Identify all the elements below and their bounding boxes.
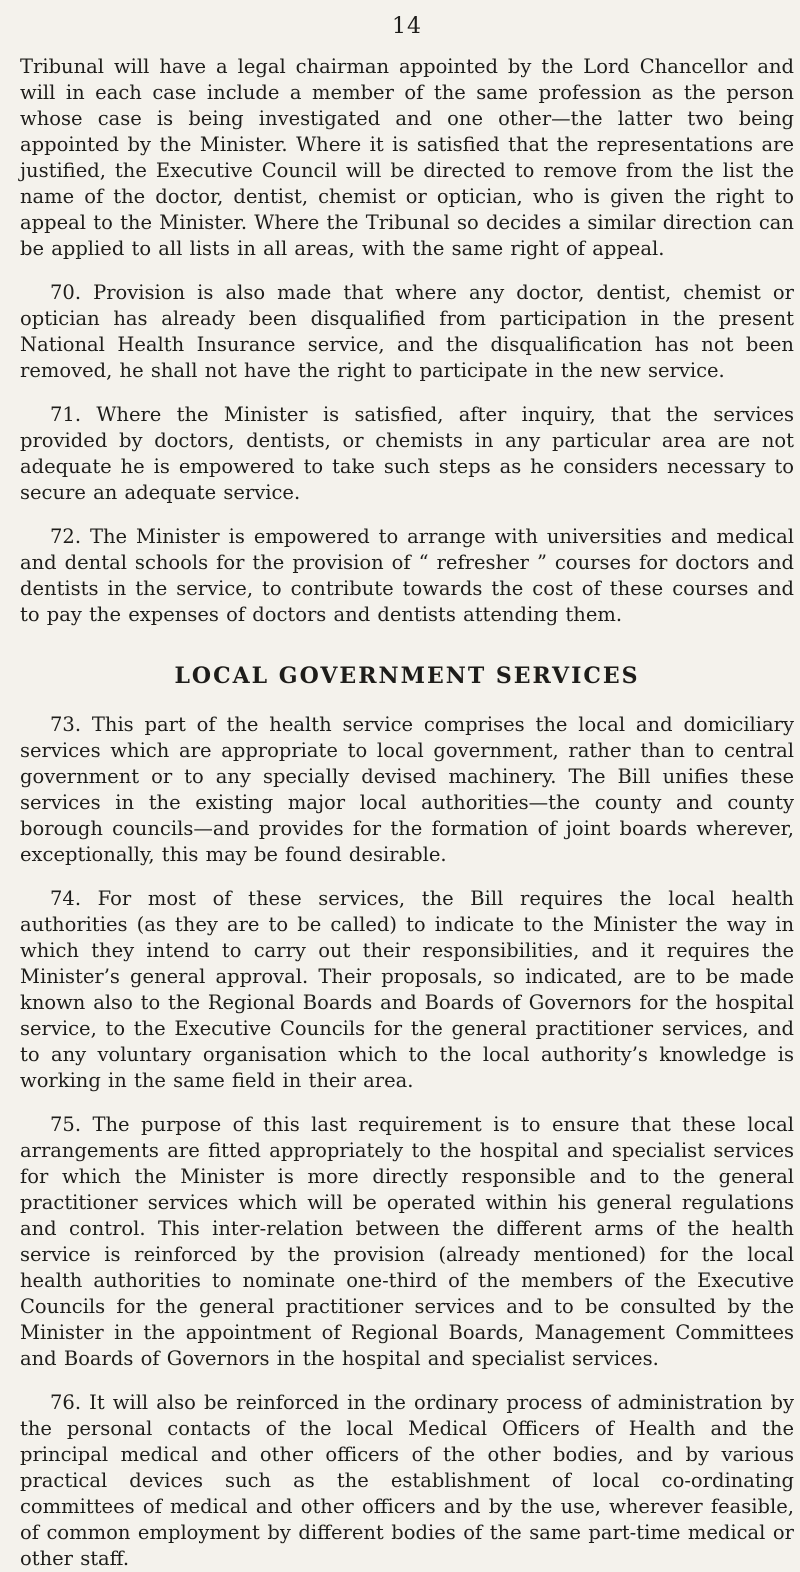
paragraph-number: 71. bbox=[50, 403, 82, 426]
paragraph-73 bbox=[20, 712, 794, 868]
paragraph-text: This part of the health service comprises the local and domiciliary services which are appropriate to local government, rather than to central government or to any specially devised machinery. The Bill unifies these services in the existing major local authorities—the county and county borough councils—and provides for the formation of joint boards wherever, exceptionally, this may be found desirable. bbox=[20, 713, 794, 866]
paragraph-number: 70. bbox=[50, 281, 82, 304]
paragraph-75 bbox=[20, 1112, 794, 1372]
paragraph-70 bbox=[20, 280, 794, 384]
paragraph-72 bbox=[20, 524, 794, 628]
paragraph-text: Where the Minister is satisfied, after inquiry, that the services provided by doctors, dentists, or chemists in any particular area are not adequate he is empowered to take such steps as he considers necessary to secure an adequate service. bbox=[20, 403, 794, 504]
paragraph-76 bbox=[20, 1390, 794, 1572]
paragraph-number: 75. bbox=[50, 1113, 82, 1136]
paragraph-text: The Minister is empowered to arrange with universities and medical and dental schools for the provision of “ refresher ” courses for doctors and dentists in the service, to contribute towards the cost of these courses and to pay the expenses of doctors and dentists attending them. bbox=[20, 525, 795, 626]
paragraph-text: Provision is also made that where any doctor, dentist, chemist or optician has already been disqualified from participation in the present National Health Insurance service, and the disqualification has not been removed, he shall not have the right to participate in the new service. bbox=[20, 281, 794, 382]
document-page bbox=[20, 14, 795, 1570]
paragraph-74 bbox=[20, 886, 794, 1094]
paragraph-number: 74. bbox=[50, 887, 82, 910]
paragraph-71 bbox=[20, 402, 794, 506]
paragraph-text: It will also be reinforced in the ordinary process of administration by the personal contacts of the local Medical Officers of Health and the principal medical and other officers of the other bodies, and by various practical devices such as the establishment of local co-ordinating committees of medical and other officers and by the use, wherever feasible, of common employment by different bodies of the same part-time medical or other staff. bbox=[20, 1391, 794, 1570]
section-heading: LOCAL GOVERNMENT SERVICES bbox=[174, 663, 640, 689]
paragraph-number: 76. bbox=[50, 1391, 82, 1414]
paragraph-text: The purpose of this last requirement is to ensure that these local arrangements are fitted appropriately to the hospital and specialist services for which the Minister is more directly responsible and to the general practitioner services which will be operated within his general regulations and control. This inter-relation between the different arms of the health service is reinforced by the provision (already mentioned) for the local health authorities to nominate one-third of the members of the Executive Councils for the general practitioner services and to be consulted by the Minister in the appointment of Regional Boards, Management Committees and Boards of Governors in the hospital and specialist services. bbox=[20, 1113, 794, 1370]
paragraph-number: 72. bbox=[50, 525, 82, 548]
paragraph-number: 73. bbox=[50, 713, 82, 736]
page-number: 14 bbox=[392, 14, 422, 39]
intro-paragraph: Tribunal will have a legal chairman appointed by the Lord Chancellor and will in each case include a member of the same profession as the person whose case is being investigated and one other—the latter two being appointed by the Minister. Where it is satisfied that the representations are justified, the Executive Council will be directed to remove from the list the name of the doctor, dentist, chemist or optician, who is given the right to appeal to the Minister. Where the Tribunal so decides a similar direction can be applied to all lists in all areas, with the same right of appeal. bbox=[20, 55, 794, 260]
paragraph-text: For most of these services, the Bill requires the local health authorities (as they are to be called) to indicate to the Minister the way in which they intend to carry out their responsibilities, and it requires the Minister’s general approval. Their proposals, so indicated, are to be made known also to the Regional Boards and Boards of Governors for the hospital service, to the Executive Councils for the general practitioner services, and to any voluntary organisation which to the local authority’s knowledge is working in the same field in their area. bbox=[20, 887, 794, 1092]
